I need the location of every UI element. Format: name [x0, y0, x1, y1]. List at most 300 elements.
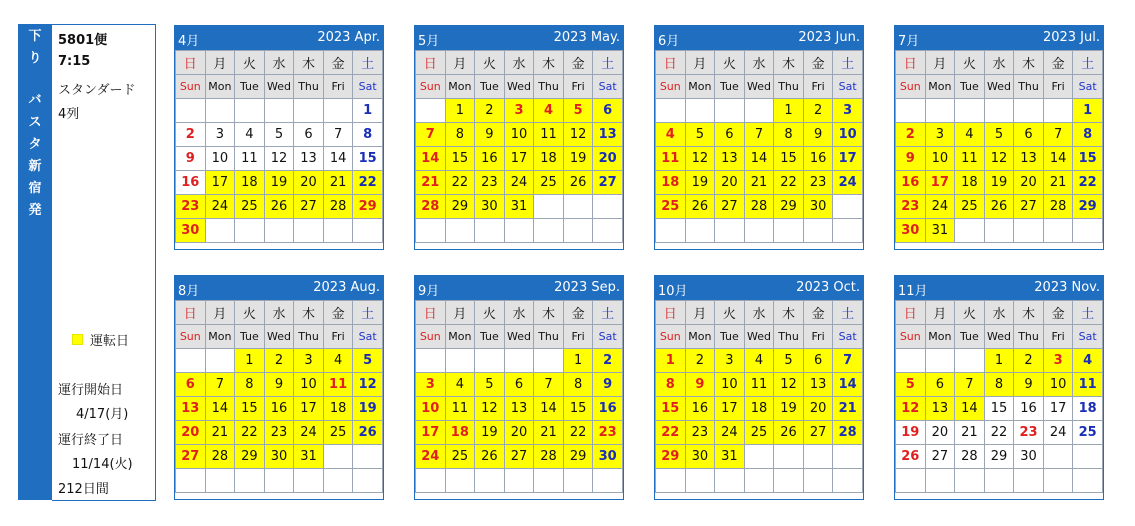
- day-cell: 9: [593, 373, 623, 397]
- empty-cell: [445, 349, 475, 373]
- day-cell: 20: [294, 171, 324, 195]
- day-cell: 14: [323, 147, 353, 171]
- empty-cell: [774, 445, 804, 469]
- day-cell: 5: [475, 373, 505, 397]
- empty-cell: [323, 469, 353, 493]
- day-cell: 15: [445, 147, 475, 171]
- day-cell: 12: [264, 147, 294, 171]
- empty-cell: [475, 349, 505, 373]
- month-header: [415, 26, 623, 50]
- day-cell: 31: [294, 445, 324, 469]
- day-cell: 21: [1043, 171, 1073, 195]
- weekday-header: 水: [744, 51, 774, 75]
- weekday-header: 木: [534, 301, 564, 325]
- weekday-header: 木: [534, 51, 564, 75]
- weekday-header: Sun: [416, 75, 446, 99]
- day-cell: 7: [205, 373, 235, 397]
- day-cell: 18: [323, 397, 353, 421]
- empty-cell: [475, 469, 505, 493]
- day-cell: 14: [955, 397, 985, 421]
- seat-rows: 4列: [58, 107, 80, 122]
- month-label: 11月: [898, 284, 928, 299]
- month-header: [655, 26, 863, 50]
- start-label: 運行開始日: [58, 383, 124, 398]
- day-cell: 28: [205, 445, 235, 469]
- day-cell: 30: [1014, 445, 1044, 469]
- day-cell: 5: [685, 123, 715, 147]
- day-cell: 22: [235, 421, 265, 445]
- empty-cell: [235, 99, 265, 123]
- empty-cell: [563, 219, 593, 243]
- day-cell: 19: [475, 421, 505, 445]
- month-year-label: 2023 Jul.: [1042, 30, 1100, 45]
- weekday-header: Sun: [896, 75, 926, 99]
- day-cell: 6: [803, 349, 833, 373]
- weekday-header: Wed: [984, 75, 1014, 99]
- day-cell: 12: [563, 123, 593, 147]
- weekday-header: Wed: [264, 325, 294, 349]
- calendar-grid: [415, 300, 623, 493]
- day-cell: 23: [1014, 421, 1044, 445]
- empty-cell: [896, 349, 926, 373]
- weekday-header: 金: [323, 301, 353, 325]
- month-header: [655, 276, 863, 300]
- day-cell: 9: [685, 373, 715, 397]
- weekday-header: 金: [1043, 51, 1073, 75]
- empty-cell: [744, 99, 774, 123]
- empty-cell: [1043, 99, 1073, 123]
- day-cell: 25: [744, 421, 774, 445]
- day-cell: 15: [984, 397, 1014, 421]
- day-cell: 7: [416, 123, 446, 147]
- day-cell: 19: [353, 397, 383, 421]
- day-cell: 23: [176, 195, 206, 219]
- empty-cell: [955, 349, 985, 373]
- day-cell: 10: [504, 123, 534, 147]
- day-cell: 10: [416, 397, 446, 421]
- day-cell: 27: [803, 421, 833, 445]
- weekday-header: 月: [205, 301, 235, 325]
- weekday-header: 日: [176, 51, 206, 75]
- day-cell: 12: [475, 397, 505, 421]
- day-cell: 16: [593, 397, 623, 421]
- weekday-header: Sun: [896, 325, 926, 349]
- end-date: 11/14(火): [72, 457, 133, 472]
- day-cell: 22: [445, 171, 475, 195]
- day-cell: 23: [685, 421, 715, 445]
- empty-cell: [264, 469, 294, 493]
- weekday-header: Tue: [475, 75, 505, 99]
- day-cell: 11: [323, 373, 353, 397]
- day-cell: 30: [264, 445, 294, 469]
- month-label: 4月: [178, 34, 200, 49]
- day-cell: 28: [833, 421, 863, 445]
- empty-cell: [833, 219, 863, 243]
- weekday-header: Tue: [955, 325, 985, 349]
- day-cell: 25: [534, 171, 564, 195]
- empty-cell: [323, 99, 353, 123]
- day-cell: 27: [1014, 195, 1044, 219]
- day-cell: 19: [774, 397, 804, 421]
- empty-cell: [593, 219, 623, 243]
- day-cell: 16: [803, 147, 833, 171]
- empty-cell: [955, 99, 985, 123]
- empty-cell: [955, 469, 985, 493]
- month-label: 7月: [898, 34, 920, 49]
- weekday-header: Sat: [593, 75, 623, 99]
- empty-cell: [774, 469, 804, 493]
- empty-cell: [235, 469, 265, 493]
- day-cell: 16: [475, 147, 505, 171]
- weekday-header: Fri: [1043, 75, 1073, 99]
- empty-cell: [715, 219, 745, 243]
- day-cell: 3: [504, 99, 534, 123]
- weekday-header: 日: [896, 301, 926, 325]
- day-cell: 18: [1073, 397, 1103, 421]
- day-cell: 1: [1073, 99, 1103, 123]
- empty-cell: [685, 469, 715, 493]
- weekday-header: Thu: [774, 75, 804, 99]
- month-calendar: [654, 275, 864, 500]
- empty-cell: [925, 469, 955, 493]
- day-cell: 26: [774, 421, 804, 445]
- day-cell: 17: [833, 147, 863, 171]
- weekday-header: 土: [353, 51, 383, 75]
- weekday-header: 金: [563, 51, 593, 75]
- day-cell: 17: [925, 171, 955, 195]
- empty-cell: [205, 469, 235, 493]
- day-cell: 15: [656, 397, 686, 421]
- day-cell: 9: [264, 373, 294, 397]
- empty-cell: [925, 99, 955, 123]
- day-cell: 1: [774, 99, 804, 123]
- day-cell: 4: [445, 373, 475, 397]
- day-cell: 13: [1014, 147, 1044, 171]
- day-cell: 11: [656, 147, 686, 171]
- weekday-header: 月: [445, 51, 475, 75]
- weekday-header: 金: [803, 301, 833, 325]
- day-cell: 16: [1014, 397, 1044, 421]
- day-cell: 14: [205, 397, 235, 421]
- day-cell: 22: [984, 421, 1014, 445]
- day-cell: 1: [656, 349, 686, 373]
- calendar-grid: [895, 300, 1103, 493]
- day-cell: 28: [416, 195, 446, 219]
- empty-cell: [534, 469, 564, 493]
- empty-cell: [323, 219, 353, 243]
- empty-cell: [504, 469, 534, 493]
- empty-cell: [235, 219, 265, 243]
- weekday-header: 日: [656, 301, 686, 325]
- day-cell: 5: [896, 373, 926, 397]
- day-cell: 5: [264, 123, 294, 147]
- day-cell: 26: [353, 421, 383, 445]
- empty-cell: [1014, 469, 1044, 493]
- empty-cell: [984, 219, 1014, 243]
- day-cell: 1: [235, 349, 265, 373]
- weekday-header: Sat: [1073, 325, 1103, 349]
- direction-label: 下 り: [28, 29, 42, 66]
- calendar-grid: [895, 50, 1103, 243]
- empty-cell: [774, 219, 804, 243]
- empty-cell: [803, 445, 833, 469]
- day-cell: 20: [1014, 171, 1044, 195]
- day-cell: 19: [563, 147, 593, 171]
- day-cell: 28: [323, 195, 353, 219]
- day-cell: 24: [925, 195, 955, 219]
- month-year-label: 2023 Jun.: [798, 30, 860, 45]
- calendar-grid: [175, 50, 383, 243]
- empty-cell: [1073, 445, 1103, 469]
- empty-cell: [1014, 219, 1044, 243]
- weekday-header: 火: [715, 51, 745, 75]
- day-cell: 6: [294, 123, 324, 147]
- day-cell: 5: [353, 349, 383, 373]
- weekday-header: 木: [294, 51, 324, 75]
- weekday-header: 木: [294, 301, 324, 325]
- calendar-grid: [655, 50, 863, 243]
- day-cell: 1: [984, 349, 1014, 373]
- month-label: 6月: [658, 34, 680, 49]
- weekday-header: Mon: [445, 75, 475, 99]
- weekday-header: 月: [685, 301, 715, 325]
- day-cell: 19: [264, 171, 294, 195]
- day-cell: 23: [593, 421, 623, 445]
- day-cell: 14: [534, 397, 564, 421]
- day-cell: 29: [235, 445, 265, 469]
- month-calendar: [894, 275, 1104, 500]
- day-cell: 6: [593, 99, 623, 123]
- weekday-header: Wed: [264, 75, 294, 99]
- day-cell: 3: [925, 123, 955, 147]
- day-cell: 22: [353, 171, 383, 195]
- day-cell: 4: [744, 349, 774, 373]
- day-cell: 7: [323, 123, 353, 147]
- empty-cell: [323, 445, 353, 469]
- empty-cell: [925, 349, 955, 373]
- empty-cell: [833, 469, 863, 493]
- day-cell: 30: [176, 219, 206, 243]
- day-cell: 11: [445, 397, 475, 421]
- weekday-header: 土: [1073, 301, 1103, 325]
- day-cell: 13: [294, 147, 324, 171]
- weekday-header: 金: [803, 51, 833, 75]
- weekday-header: Wed: [744, 75, 774, 99]
- day-cell: 11: [534, 123, 564, 147]
- day-cell: 24: [205, 195, 235, 219]
- weekday-header: 水: [264, 301, 294, 325]
- day-cell: 27: [176, 445, 206, 469]
- legend-swatch: [72, 334, 83, 345]
- day-cell: 13: [504, 397, 534, 421]
- weekday-header: Sat: [353, 325, 383, 349]
- day-cell: 4: [955, 123, 985, 147]
- empty-cell: [656, 219, 686, 243]
- day-cell: 2: [475, 99, 505, 123]
- empty-cell: [593, 469, 623, 493]
- empty-cell: [294, 469, 324, 493]
- empty-cell: [896, 469, 926, 493]
- day-cell: 27: [294, 195, 324, 219]
- day-cell: 22: [656, 421, 686, 445]
- empty-cell: [896, 99, 926, 123]
- day-cell: 24: [715, 421, 745, 445]
- empty-cell: [1073, 469, 1103, 493]
- day-cell: 12: [984, 147, 1014, 171]
- weekday-header: Fri: [563, 325, 593, 349]
- day-cell: 17: [205, 171, 235, 195]
- day-cell: 21: [744, 171, 774, 195]
- flight-number: 5801便: [58, 33, 108, 48]
- empty-cell: [1014, 99, 1044, 123]
- seat-class: スタンダード: [58, 83, 136, 98]
- end-label: 運行終了日: [58, 433, 124, 448]
- month-calendar: [894, 25, 1104, 250]
- day-cell: 29: [774, 195, 804, 219]
- calendar-grid: [655, 300, 863, 493]
- day-cell: 3: [1043, 349, 1073, 373]
- weekday-header: 水: [504, 51, 534, 75]
- weekday-header: 金: [563, 301, 593, 325]
- weekday-header: 火: [955, 301, 985, 325]
- weekday-header: 火: [235, 51, 265, 75]
- day-cell: 28: [955, 445, 985, 469]
- weekday-header: Tue: [235, 325, 265, 349]
- day-cell: 24: [833, 171, 863, 195]
- day-cell: 7: [833, 349, 863, 373]
- day-cell: 9: [896, 147, 926, 171]
- day-cell: 15: [774, 147, 804, 171]
- day-cell: 13: [593, 123, 623, 147]
- day-cell: 7: [744, 123, 774, 147]
- day-cell: 11: [1073, 373, 1103, 397]
- day-cell: 14: [744, 147, 774, 171]
- day-cell: 24: [294, 421, 324, 445]
- weekday-header: Wed: [504, 75, 534, 99]
- weekday-header: 火: [955, 51, 985, 75]
- weekday-header: Fri: [323, 75, 353, 99]
- day-cell: 25: [1073, 421, 1103, 445]
- empty-cell: [833, 195, 863, 219]
- weekday-header: 月: [685, 51, 715, 75]
- empty-cell: [205, 349, 235, 373]
- day-cell: 23: [264, 421, 294, 445]
- weekday-header: 日: [896, 51, 926, 75]
- empty-cell: [475, 219, 505, 243]
- weekday-header: 日: [656, 51, 686, 75]
- weekday-header: 日: [416, 301, 446, 325]
- day-cell: 19: [685, 171, 715, 195]
- weekday-header: 土: [593, 301, 623, 325]
- day-cell: 18: [235, 171, 265, 195]
- empty-cell: [1043, 469, 1073, 493]
- day-cell: 13: [715, 147, 745, 171]
- weekday-header: Mon: [925, 75, 955, 99]
- day-cell: 8: [353, 123, 383, 147]
- month-year-label: 2023 Apr.: [317, 30, 380, 45]
- empty-cell: [534, 349, 564, 373]
- empty-cell: [803, 219, 833, 243]
- day-cell: 2: [593, 349, 623, 373]
- day-cell: 9: [475, 123, 505, 147]
- day-cell: 24: [504, 171, 534, 195]
- empty-cell: [955, 219, 985, 243]
- day-cell: 26: [896, 445, 926, 469]
- weekday-header: 土: [833, 301, 863, 325]
- month-label: 8月: [178, 284, 200, 299]
- day-cell: 10: [715, 373, 745, 397]
- day-cell: 17: [416, 421, 446, 445]
- month-calendar: [414, 25, 624, 250]
- month-year-label: 2023 Nov.: [1034, 280, 1100, 295]
- weekday-header: 月: [925, 51, 955, 75]
- weekday-header: 金: [1043, 301, 1073, 325]
- day-cell: 6: [176, 373, 206, 397]
- day-cell: 13: [925, 397, 955, 421]
- weekday-header: 水: [984, 51, 1014, 75]
- day-cell: 7: [534, 373, 564, 397]
- day-cell: 17: [504, 147, 534, 171]
- empty-cell: [445, 469, 475, 493]
- day-cell: 18: [445, 421, 475, 445]
- weekday-header: Thu: [534, 75, 564, 99]
- weekday-header: 土: [593, 51, 623, 75]
- day-cell: 20: [925, 421, 955, 445]
- day-cell: 21: [955, 421, 985, 445]
- day-cell: 20: [715, 171, 745, 195]
- weekday-header: 木: [774, 51, 804, 75]
- day-cell: 21: [323, 171, 353, 195]
- day-cell: 20: [803, 397, 833, 421]
- weekday-header: Mon: [445, 325, 475, 349]
- day-cell: 20: [593, 147, 623, 171]
- day-cell: 16: [176, 171, 206, 195]
- day-cell: 29: [656, 445, 686, 469]
- day-cell: 21: [416, 171, 446, 195]
- day-cell: 23: [896, 195, 926, 219]
- weekday-header: Thu: [774, 325, 804, 349]
- weekday-header: Mon: [205, 325, 235, 349]
- weekday-header: Thu: [1014, 75, 1044, 99]
- weekday-header: Wed: [504, 325, 534, 349]
- day-cell: 25: [445, 445, 475, 469]
- day-cell: 4: [1073, 349, 1103, 373]
- day-cell: 8: [774, 123, 804, 147]
- day-cell: 16: [685, 397, 715, 421]
- day-cell: 18: [955, 171, 985, 195]
- day-cell: 7: [955, 373, 985, 397]
- day-cell: 16: [264, 397, 294, 421]
- day-cell: 10: [294, 373, 324, 397]
- day-cell: 15: [563, 397, 593, 421]
- day-cell: 12: [685, 147, 715, 171]
- weekday-header: 木: [774, 301, 804, 325]
- weekday-header: Thu: [1014, 325, 1044, 349]
- month-year-label: 2023 Aug.: [313, 280, 380, 295]
- weekday-header: Sat: [353, 75, 383, 99]
- day-cell: 2: [264, 349, 294, 373]
- weekday-header: 水: [744, 301, 774, 325]
- empty-cell: [534, 219, 564, 243]
- day-cell: 30: [896, 219, 926, 243]
- day-cell: 17: [1043, 397, 1073, 421]
- day-cell: 24: [416, 445, 446, 469]
- day-cell: 11: [955, 147, 985, 171]
- empty-cell: [353, 219, 383, 243]
- service-info-panel: [52, 24, 156, 501]
- empty-cell: [353, 469, 383, 493]
- day-cell: 25: [235, 195, 265, 219]
